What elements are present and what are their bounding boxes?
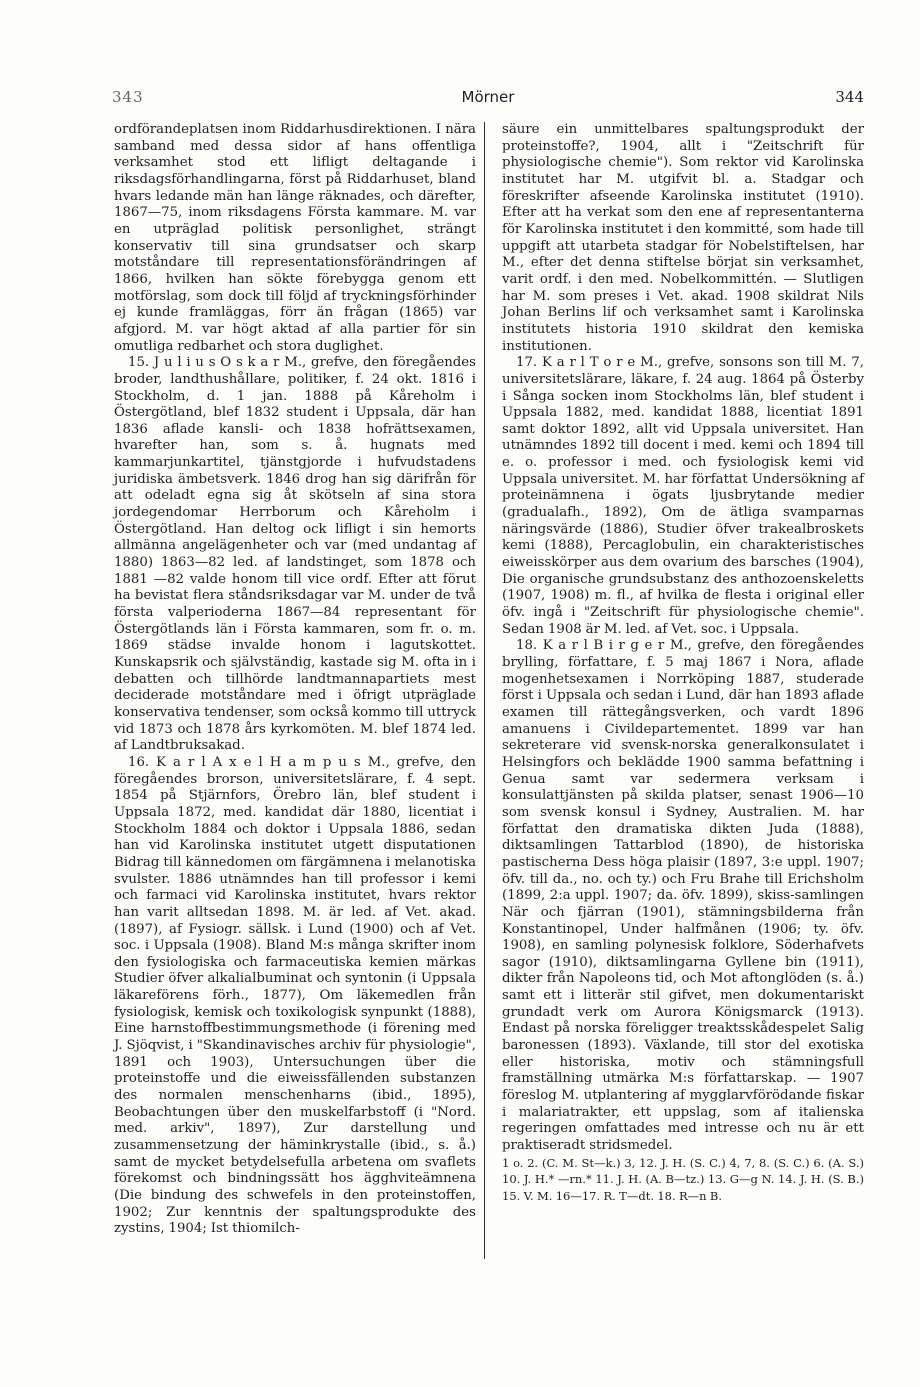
page-header (112, 88, 864, 110)
paragraph-continuation: säure ein unmittelbares spaltungsprodukt der proteinstoffe?, 1904, allt i "Zeitschrift für physiologische chemie"). Som rektor vid Karolinska institutet har M. utgifvit bl. a. Stadgar och föreskrifter afseende Karolinska institutet (1910). Efter att ha verkat som den ene af representanterna för Karolinska institutet i den kommitté, som hade till uppgift att utarbeta stadgar för Nobelstiftelsen, har M., efter det denna stiftelse börjat sin verksamhet, varit ordf. i den med. Nobelkommittén. — Slutligen har M. som preses i Vet. akad. 1908 skildrat Nils Johan Berlins lif och verksamhet samt i Karolinska institutets historia 1910 skildrat den kemiska institutionen. (502, 122, 864, 354)
page-number-right: 344 (835, 88, 864, 106)
column-divider (484, 122, 485, 1259)
author-signatures: 1 o. 2. (C. M. St—k.) 3, 12. J. H. (S. C.) 4, 7, 8. (S. C.) 6. (A. S.) 10. J. H.* —rn.* 11. J. H. (A. B—tz.) 13. G—g N. 14. J. H. (S. B.) 15. V. M. 16—17. R. T—dt. 18. R—n B. (502, 1155, 864, 1203)
running-title: Mörner (461, 88, 515, 106)
entry-16-karl-axel-hampus: 16. K a r l A x e l H a m p u s M., grefve, den föregåendes brorson, universitetslärare, f. 4 sept. 1854 på Stjärnfors, Örebro län, blef student i Uppsala 1872, med. kandidat där 1880, licentiat i Stockholm 1884 och doktor i Uppsala 1886, sedan han vid Karolinska institutet utgett disputationen Bidrag till kännedomen om färgämnena i melanotiska svulster. 1886 utnämndes han till professor i kemi och farmaci vid Karolinska institutet, hvars rektor han varit alltsedan 1898. M. är led. af Vet. akad. (1897), af Fysiogr. sällsk. i Lund (1900) och af Vet. soc. i Uppsala (1908). Bland M:s många skrifter inom den fysiologiska och farmaceutiska kemien märkas Studier öfver alkalialbuminat och syntonin (i Uppsala läkareförens förh., 1877), Om läkemedlen från fysiologisk, kemisk och toxikologisk synpunkt (1888), Eine harnstoffbestimmungsmethode (i förening med J. Sjöqvist, i "Skandinavisches archiv für physiologie", 1891 och 1903), Untersuchungen über die proteinstoffe und die eiweissfällenden substanzen des normalen menschenharns (ibid., 1895), Beobachtungen über den muskelfarbstoff (i "Nord. med. arkiv", 1897), Zur darstellung und zusammensetzung der häminkrystalle (ibid., s. å.) samt de mycket betydelsefulla arbetena om svaflets förekomst och bindningssätt hos ägghviteämnena (Die bindung des schwefels in den proteinstoffen, 1902; Zur kenntnis der spaltungsprodukte des zystins, 1904; Ist thiomilch- (114, 754, 476, 1237)
entry-17-karl-tore: 17. K a r l T o r e M., grefve, sonsons son till M. 7, universitetslärare, läkare, f. 24 aug. 1864 på Österby i Sånga socken inom Stockholms län, blef student i Uppsala 1882, med. kandidat 1888, licentiat 1891 samt doktor 1892, allt vid Uppsala universitet. Han utnämndes 1892 till docent i med. kemi och 1894 till e. o. professor i med. och fysiologisk kemi vid Uppsala universitet. M. har författat Undersökning af proteinämnena i ögats ljusbrytande medier (gradualafh., 1892), Om de ätliga svamparnas näringsvärde (1886), Studier öfver trakealbroskets kemi (1888), Percaglobulin, ein charakteristisches eiweisskörper aus dem ovarium des barsches (1904), Die organische grundsubstanz des anthozoenskeletts (1907, 1908) m. fl., af hvilka de flesta i original eller öfv. ingå i "Zeitschrift für physiologische chemie". Sedan 1908 är M. led. af Vet. soc. i Uppsala. (502, 355, 864, 637)
right-column (502, 122, 864, 1205)
entry-15-julius-oskar: 15. J u l i u s O s k a r M., grefve, den föregåendes broder, landthushållare, politiker, f. 24 okt. 1816 i Stockholm, d. 1 jan. 1888 på Kåreholm i Östergötland, blef 1832 student i Uppsala, där han 1836 aflade kansli- och 1838 hofrättsexamen, hvarefter han, som s. å. hugnats med kammarjunkartitel, tjänstgjorde i hufvudstadens juridiska ämbetsverk. 1846 drog han sig därifrån för att odeladt egna sig åt skötseln af sina stora jordegendomar Herrborum och Kåreholm i Östergötland. Han deltog ock lifligt i sin hemorts allmänna angelägenheter och var (med undantag af 1880) 1863—82 led. af landstinget, som 1878 och 1881 —82 valde honom till vice ordf. Efter att förut ha bevistat flera ståndsriksdagar var M. under de två första valperioderna 1867—84 representant för Östergötlands län i Första kammaren, som fr. o. m. 1869 städse invalde honom i lagutskottet. Kunskapsrik och självständig, kastade sig M. ofta in i debatten och tillhörde landtmannapartiets mest deciderade motståndare med i öfrigt utpräglade konservativa tendenser, som också kommo till uttryck vid 1873 och 1878 års kyrkomöten. M. blef 1874 led. af Landtbruksakad. (114, 355, 476, 754)
paragraph-riddarhus: ordförandeplatsen inom Riddarhusdirektionen. I nära samband med dessa sidor af hans offentliga verksamhet stod ett lifligt deltagande i riksdagsförhandlingarna, först på Riddarhuset, bland hvars ledande män han länge räknades, och därefter, 1867—75, inom riksdagens Första kammare. M. var en utpräglad politisk personlighet, strängt konservativ till sina grundsatser och skarp motståndare till representationsförändringen af 1866, hvilken han sökte förebygga genom ett motförslag, som dock till följd af tryckningsförhinder ej kunde framläggas, förr än frågan (1865) var afgjord. M. var högt aktad af alla partier för sin omutliga redbarhet och stora duglighet. (114, 122, 476, 354)
page-number-left: 343 (112, 88, 144, 106)
entry-18-karl-birger: 18. K a r l B i r g e r M., grefve, den föregåendes brylling, författare, f. 5 maj 1867 i Nora, aflade mogenhetsexamen i Norrköping 1887, studerade först i Uppsala och sedan i Lund, där han 1893 aflade examen till rättegångsverken, och vardt 1896 amanuens i Civildepartementet. 1899 var han sekreterare vid svensk-norska generalkonsulatet i Helsingfors och beklädde 1900 samma befattning i Genua samt var sedermera verksam i konsulattjänsten på skilda platser, senast 1906—10 som svensk konsul i Sydney, Australien. M. har författat den dramatiska dikten Juda (1888), diktsamlingen Tattarblod (1890), de historiska pastischerna Dess höga plaisir (1897, 3:e uppl. 1907; öfv. till da., no. och ty.) och Fru Brahe till Erichsholm (1899, 2:a uppl. 1907; da. öfv. 1899), skiss-samlingen När och fjärran (1901), stämningsbilderna från Konstantinopel, Under halfmånen (1906; ty. öfv. 1908), en samling polynesisk folklore, Söderhafvets sagor (1910), diktsamlingarna Gyllene bin (1911), dikter från Napoleons tid, och Mot aftonglöden (s. å.) samt ett i litterär stil gifvet, men dokumentariskt grundadt verk om Aurora Königsmarck (1913). Endast på norska föreligger treaktsskådespelet Salig baronessen (1893). Växlande, till stor del exotiska eller historiska, motiv och stämningsfull framställning utmärka M:s författarskap. — 1907 föreslog M. utplantering af mygglarvförödande fiskar i malariatrakter, ett uppslag, som af italienska regeringen omfattades med intresse och nu är ett praktiseradt stridsmedel. (502, 638, 864, 1154)
left-column (114, 122, 476, 1238)
